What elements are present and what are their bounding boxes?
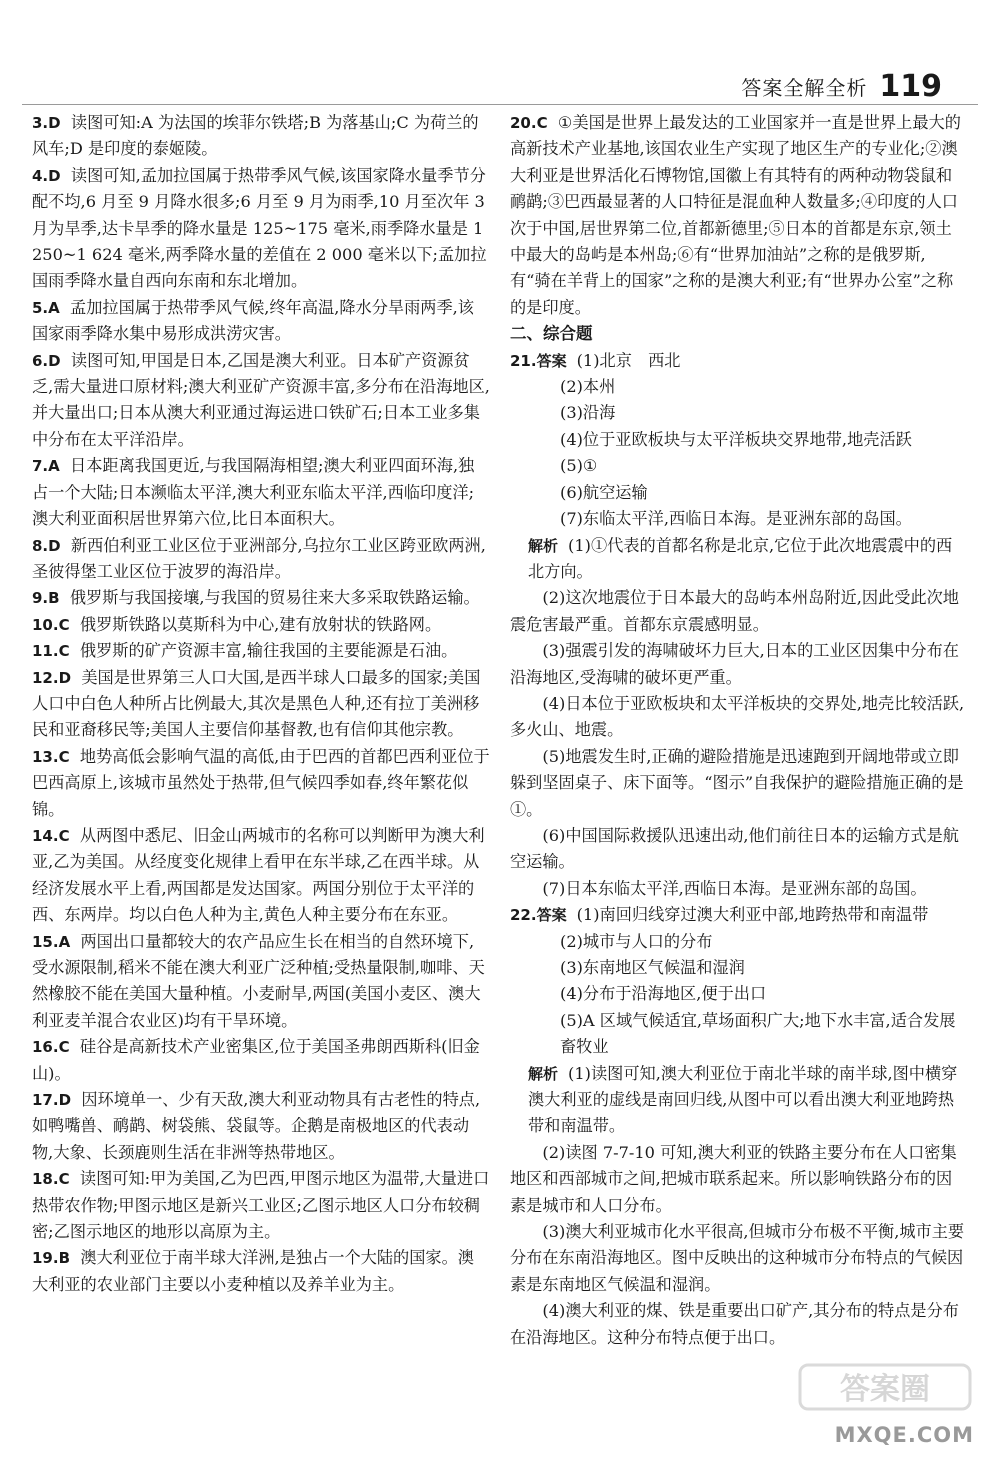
question-item <box>32 110 490 163</box>
answer-line: (6)航空运输 <box>560 482 648 502</box>
question-text: 地势高低会影响气温的高低,由于巴西的首都巴西利亚位于巴西高原上,该城市虽然处于热带,但气候四季如春,终年繁花似锦。 <box>32 746 490 819</box>
question-number: 11.C <box>32 642 70 661</box>
question-text: 读图可知:甲为美国,乙为巴西,甲图示地区为温带,大量进口热带农作物;甲图示地区是新兴工业区;乙图示地区人口分布较稠密;乙图示地区的地形以高原为主。 <box>32 1169 490 1242</box>
analysis-paragraph: (4)澳大利亚的煤、铁是重要出口矿产,其分布的特点是分布在沿海地区。这种分布特点便于出口。 <box>510 1301 959 1347</box>
analysis-label: 解析 <box>528 1064 559 1083</box>
question-number: 3.D <box>32 114 61 132</box>
analysis-paragraph: (3)强震引发的海啸破坏力巨大,日本的工业区因集中分布在沿海地区,受海啸的破坏更严重。 <box>510 641 959 687</box>
analysis-first <box>510 533 966 586</box>
left-column <box>32 110 490 1298</box>
analysis-paragraph: (7)日本东临太平洋,西临日本海。是亚洲东部的岛国。 <box>542 878 927 898</box>
analysis-paragraph: (4)日本位于亚欧板块和太平洋板块的交界处,地壳比较活跃,多火山、地震。 <box>510 693 965 740</box>
question-item <box>32 929 490 1035</box>
answer-line: (4)位于亚欧板块与太平洋板块交界地带,地壳活跃 <box>560 429 912 449</box>
question-number: 17.D <box>32 1091 72 1110</box>
question-item <box>32 1034 490 1087</box>
question-text: 读图可知:A 为法国的埃菲尔铁塔;B 为落基山;C 为荷兰的风车;D 是印度的泰姬陵。 <box>32 113 479 159</box>
analysis-paragraph: (3)澳大利亚城市化水平很高,但城市分布极不平衡,城市主要分布在东南沿海地区。图中反映出的这种城市分布特点的气候因素是东南地区气候温和湿润。 <box>510 1222 965 1294</box>
question-text: 俄罗斯铁路以莫斯科为中心,建有放射状的铁路网。 <box>79 614 442 634</box>
question-number: 4.D <box>32 166 61 185</box>
question-text: 读图可知,孟加拉国属于热带季风气候,该国家降水量季节分配不均,6 月至 9 月降水很多;6 月至 9 月为雨季,10 月至次年 3 月为旱季,达卡旱季的降水量是 125~175 毫米,雨季降水量是 1 250~1 624 毫米,两季降水量的差值在 2 000 毫米以下;孟加拉国雨季降水量自西向东南和东北增加。 <box>32 165 487 291</box>
question-text: 从两图中悉尼、旧金山两城市的名称可以判断甲为澳大利亚,乙为美国。从经度变化规律上看甲在东半球,乙在西半球。从经济发展水平上看,两国都是发达国家。两国分别位于太平洋的西、东两岸。均以白色人种为主,黄色人种主要分布在东亚。 <box>32 825 485 925</box>
answer-line: (3)沿海 <box>560 403 616 423</box>
analysis-label: 解析 <box>528 536 559 555</box>
question-item <box>32 612 490 638</box>
section-heading: 二、综合题 <box>510 324 593 344</box>
question-number: 18.C <box>32 1170 70 1189</box>
page-number: 119 <box>879 68 942 104</box>
analysis-first <box>510 1061 966 1140</box>
question-text: 美国是世界第三人口大国,是西半球人口最多的国家;美国人口中白色人种所占比例最大,其次是黑色人种,还有拉丁美洲移民和亚裔移民等;美国人主要信仰基督教,也有信仰其他宗教。 <box>32 667 481 740</box>
question-number: 19.B <box>32 1249 71 1268</box>
analysis-text: (1)读图可知,澳大利亚位于南北半球的南半球,图中横穿澳大利亚的虚线是南回归线,从图中可以看出澳大利亚地跨热带和南温带。 <box>528 1063 958 1136</box>
answer-line: (2)城市与人口的分布 <box>560 931 713 951</box>
question-text: 两国出口量都较大的农产品应生长在相当的自然环境下,受水源限制,稻米不能在澳大利亚广泛种植;受热量限制,咖啡、天然橡胶不能在美国大量种植。小麦耐旱,两国(美国小麦区、澳大利亚麦羊混合农业区)均有干旱环境。 <box>32 931 485 1030</box>
question-text: 新西伯利亚工业区位于亚洲部分,乌拉尔工业区跨亚欧两洲,圣彼得堡工业区位于波罗的海沿岸。 <box>32 535 486 581</box>
question-number: 7.A <box>32 457 60 476</box>
analysis-paragraph: (5)地震发生时,正确的避险措施是迅速跑到开阔地带或立即躲到坚固桌子、床下面等。“图示”自我保护的避险措施正确的是①。 <box>510 746 964 819</box>
question-item <box>32 453 490 532</box>
question-number: 16.C <box>32 1038 70 1057</box>
question-number: 8.D <box>32 536 61 555</box>
question-20 <box>510 110 966 321</box>
question-item <box>32 665 490 744</box>
question-text: 澳大利亚位于南半球大洋洲,是独占一个大陆的国家。澳大利亚的农业部门主要以小麦种植以及养羊业为主。 <box>32 1248 474 1294</box>
question-text: 俄罗斯的矿产资源丰富,输往我国的主要能源是石油。 <box>79 641 458 661</box>
question-number: 14.C <box>32 826 70 845</box>
question-21 <box>510 348 966 903</box>
question-item <box>32 163 490 295</box>
question-number: 6.D <box>32 351 61 370</box>
question-22 <box>510 902 966 1351</box>
question-item <box>32 533 490 586</box>
right-column <box>510 110 966 1351</box>
watermark-mark: 答案圈 <box>840 1372 930 1407</box>
question-number: 13.C <box>32 747 70 766</box>
analysis-text: (1)①代表的首都名称是北京,它位于此次地震震中的西北方向。 <box>528 535 953 581</box>
question-item <box>32 1245 490 1298</box>
question-item <box>32 744 490 823</box>
answer-line: (1)北京 西北 <box>576 350 681 370</box>
question-item <box>32 823 490 929</box>
analysis-paragraph: (2)这次地震位于日本最大的岛屿本州岛附近,因此受此次地震危害最严重。首都东京震感明显。 <box>510 588 959 634</box>
question-item <box>32 585 490 611</box>
answer-line: (7)东临太平洋,西临日本海。是亚洲东部的岛国。 <box>560 509 912 529</box>
question-item <box>32 638 490 664</box>
answer-label: 答案 <box>536 906 567 925</box>
question-number: 9.B <box>32 589 60 608</box>
question-text: 因环境单一、少有天敌,澳大利亚动物具有古老性的特点,如鸭嘴兽、鸸鹋、树袋熊、袋鼠等。企鹅是南极地区的代表动物,大象、长颈鹿则生活在非洲等热带地区。 <box>32 1090 481 1162</box>
question-text: ①美国是世界上最发达的工业国家并一直是世界上最大的高新技术产业基地,该国农业生产实现了地区生产的专业化;②澳大利亚是世界活化石博物馆,国徽上有其特有的两种动物袋鼠和鸸鹋;③巴西最显著的人口特征是混血种人数量多;④印度的人口次于中国,居世界第二位,首都新德里;⑤日本的首都是东京,领土中最大的岛屿是本州岛;⑥有“世界加油站”之称的是俄罗斯,有“骑在羊背上的国家”之称的是澳大利亚;有“世界办公室”之称的是印度。 <box>510 113 961 317</box>
question-number: 5.A <box>32 298 60 317</box>
question-text: 硅谷是高新技术产业密集区,位于美国圣弗朗西斯科(旧金山)。 <box>32 1037 480 1083</box>
answer-label: 答案 <box>536 351 567 370</box>
analysis-paragraph: (6)中国国际救援队迅速出动,他们前往日本的运输方式是航空运输。 <box>510 825 959 872</box>
analysis-paragraph: (2)读图 7-7-10 可知,澳大利亚的铁路主要分布在人口密集地区和西部城市之间,把城市联系起来。所以影响铁路分布的因素是城市和人口分布。 <box>510 1142 957 1215</box>
question-item <box>32 295 490 348</box>
question-number: 10.C <box>32 615 70 634</box>
answer-line: (4)分布于沿海地区,便于出口 <box>560 984 767 1004</box>
question-number: 20.C <box>510 114 548 132</box>
header-title: 答案全解全析 <box>741 75 868 100</box>
question-number: 22. <box>510 906 537 925</box>
header-divider <box>22 104 978 105</box>
question-number: 21. <box>510 351 537 370</box>
question-item <box>32 348 490 454</box>
question-item <box>32 1087 490 1166</box>
question-item <box>32 1166 490 1245</box>
question-text: 俄罗斯与我国接壤,与我国的贸易往来大多采取铁路运输。 <box>69 588 480 608</box>
answer-line: (5)① <box>560 456 598 476</box>
page-header <box>741 66 942 106</box>
answer-line: (2)本州 <box>560 377 616 397</box>
answer-line: (5)A 区域气候适宜,草场面积广大;地下水丰富,适合发展畜牧业 <box>560 1010 956 1057</box>
question-text: 读图可知,甲国是日本,乙国是澳大利亚。日本矿产资源贫乏,需大量进口原材料;澳大利亚矿产资源丰富,多分布在沿海地区,并大量出口;日本从澳大利亚通过海运进口铁矿石;日本工业多集中分布在太平洋沿岸。 <box>32 350 490 449</box>
question-text: 日本距离我国更近,与我国隔海相望;澳大利亚四面环海,独占一个大陆;日本濒临太平洋,澳大利亚东临太平洋,西临印度洋;澳大利亚面积居世界第六位,比日本面积大。 <box>32 456 475 529</box>
question-text: 孟加拉国属于热带季风气候,终年高温,降水分旱雨两季,该国家雨季降水集中易形成洪涝灾害。 <box>32 297 474 344</box>
question-number: 15.A <box>32 932 71 951</box>
answer-line: (1)南回归线穿过澳大利亚中部,地跨热带和南温带 <box>576 905 929 925</box>
watermark-url: MXQE.COM <box>834 1423 974 1447</box>
question-number: 12.D <box>32 668 72 687</box>
answer-line: (3)东南地区气候温和湿润 <box>560 958 745 977</box>
